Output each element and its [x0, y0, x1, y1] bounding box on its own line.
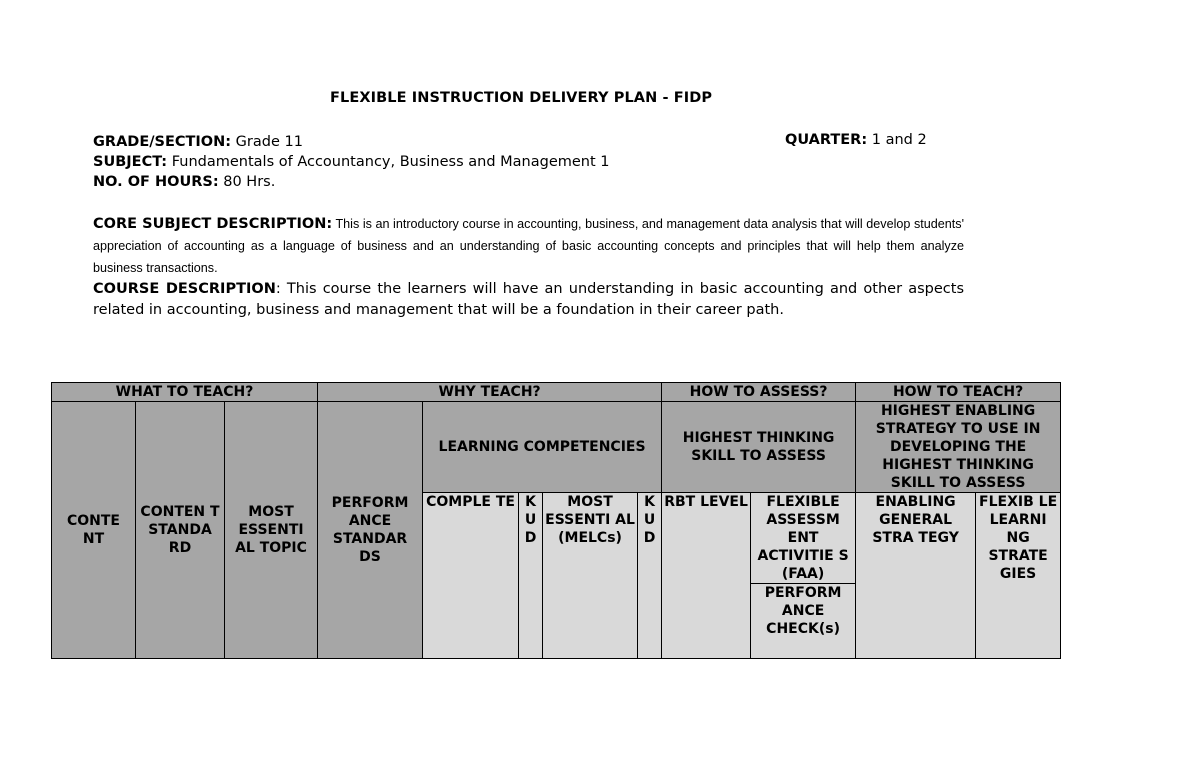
- grade-section-label: GRADE/SECTION:: [93, 134, 232, 150]
- document-title: FLEXIBLE INSTRUCTION DELIVERY PLAN - FIDP: [330, 90, 713, 106]
- header-flexible-assessment-activities: FLEXIBLE ASSESSM ENT ACTIVITIE S (FAA): [751, 493, 856, 584]
- course-description-label: COURSE DESCRIPTION: [93, 281, 276, 297]
- header-performance-check: PERFORM ANCE CHECK(s): [751, 584, 856, 659]
- core-description-text: This is an introductory course in accounting, business, and management data analysis that will develop students' appreciation of accounting as a language of business and an understanding of basic accounting concepts and principles that will help them analyze business transactions.: [93, 217, 964, 275]
- header-kud-1: K U D: [519, 493, 543, 659]
- core-description-label: CORE SUBJECT DESCRIPTION:: [93, 216, 333, 232]
- header-learning-competencies: LEARNING COMPETENCIES: [423, 402, 662, 493]
- header-what-to-teach: WHAT TO TEACH?: [52, 383, 318, 402]
- header-flexible-learning-strategies: FLEXIB LE LEARNI NG STRATE GIES: [976, 493, 1061, 659]
- hours-value: 80 Hrs.: [223, 174, 276, 190]
- descriptions: [93, 213, 964, 321]
- quarter-value: 1 and 2: [871, 132, 927, 148]
- quarter-label: QUARTER:: [785, 132, 868, 148]
- header-how-to-assess: HOW TO ASSESS?: [662, 383, 856, 402]
- quarter-line: [785, 132, 927, 148]
- header-performance-standards: PERFORM ANCE STANDAR DS: [318, 402, 423, 659]
- subject-label: SUBJECT:: [93, 154, 168, 170]
- course-description: [93, 279, 964, 321]
- header-highest-enabling-strategy: HIGHEST ENABLING STRATEGY TO USE IN DEVELOPING THE HIGHEST THINKING SKILL TO ASSESS: [856, 402, 1061, 493]
- header-content: CONTE NT: [52, 402, 136, 659]
- grade-section-line: [93, 132, 303, 152]
- core-subject-description: [93, 213, 964, 279]
- subject-value: Fundamentals of Accountancy, Business and Management 1: [171, 154, 610, 170]
- header-melcs: MOST ESSENTI AL (MELCs): [543, 493, 638, 659]
- course-description-text: : This course the learners will have an understanding in basic accounting and other aspects related in accounting, business and management that will be a foundation in their career path.: [93, 281, 964, 318]
- hours-line: [93, 172, 275, 192]
- header-highest-thinking-skill: HIGHEST THINKING SKILL TO ASSESS: [662, 402, 856, 493]
- header-complete: COMPLE TE: [423, 493, 519, 659]
- grade-section-value: Grade 11: [235, 134, 303, 150]
- header-why-teach: WHY TEACH?: [318, 383, 662, 402]
- header-enabling-general-strategy: ENABLING GENERAL STRA TEGY: [856, 493, 976, 659]
- hours-label: NO. OF HOURS:: [93, 174, 219, 190]
- header-how-to-teach: HOW TO TEACH?: [856, 383, 1061, 402]
- header-rbt-level: RBT LEVEL: [662, 493, 751, 659]
- subject-line: [93, 152, 610, 172]
- header-content-standard: CONTEN T STANDA RD: [136, 402, 225, 659]
- header-most-essential-topic: MOST ESSENTI AL TOPIC: [225, 402, 318, 659]
- fidp-table: [51, 382, 1061, 659]
- header-kud-2: K U D: [638, 493, 662, 659]
